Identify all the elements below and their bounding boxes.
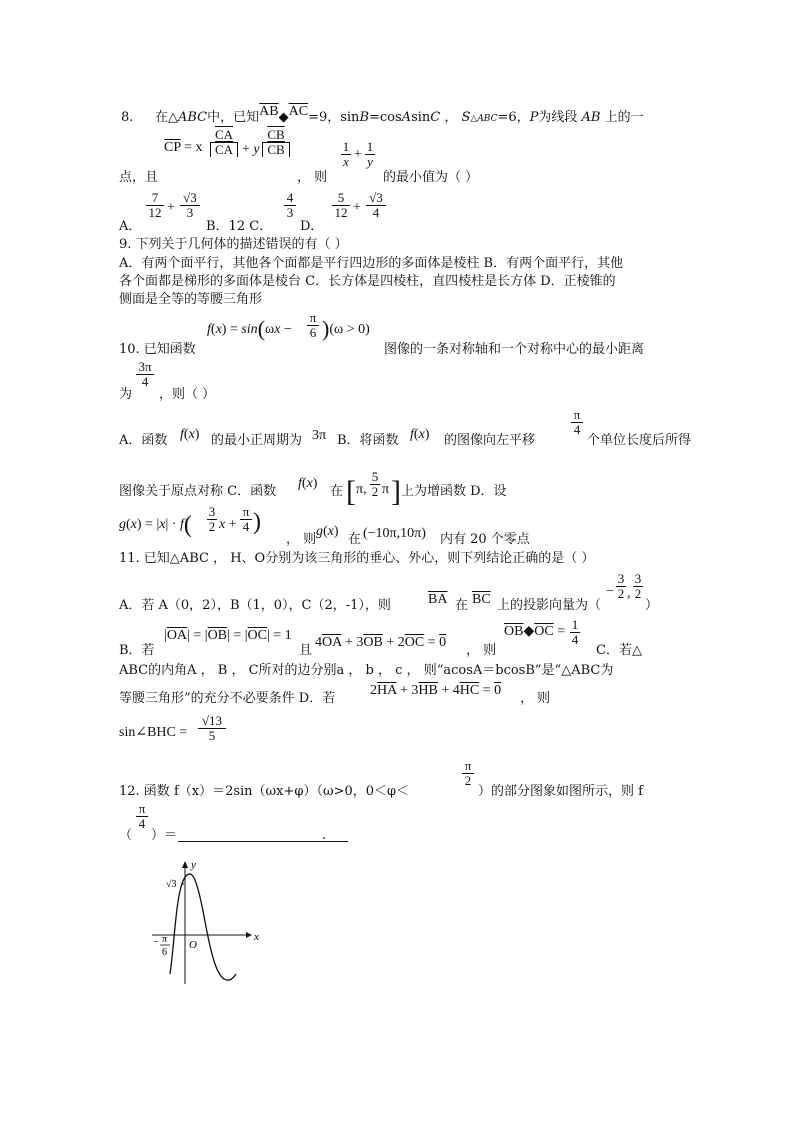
- q8-frac-1x: $\frac{1}{x}$: [342, 139, 350, 169]
- q11-a-4: ）: [645, 598, 659, 613]
- q11-dot: $\overline{OB}◆\overline{OC}$ =: [504, 624, 566, 639]
- q12-line1-a: 12. 函数 f（x）＝2sin（ωx+φ）（ω>0，0＜φ＜: [119, 784, 410, 799]
- q8-plus: +: [354, 147, 362, 162]
- q11-frac-3-2b: $\frac{3}{2}$: [634, 571, 642, 601]
- q8-frac-5-12: $\frac{5}{12}$: [332, 191, 350, 220]
- q10-a-3: B．将函数: [337, 433, 399, 448]
- x-tick-num: π: [162, 934, 168, 945]
- q11-sin: sin∠BHC =: [119, 725, 188, 740]
- q9-line3: 侧面是全等的等腰三角形: [119, 292, 263, 307]
- q10-b-3: 上为增函数 D．设: [401, 484, 507, 499]
- q11-comma: ,: [627, 586, 631, 601]
- q8-option-d-label: D．: [300, 219, 324, 234]
- q8-frac-r3-3: $\frac{√3}{3}$: [180, 191, 200, 220]
- y-axis-label: y: [191, 859, 196, 871]
- q11-b-2: 且: [299, 643, 313, 658]
- origin-label: O: [189, 939, 197, 951]
- q10-interval-pi: π,: [356, 482, 367, 497]
- q11-d-2: ， 则: [520, 691, 551, 706]
- q12-frac-pi-4: $\frac{\pi}{4}$: [136, 802, 148, 831]
- q10-a-4: 的图像向左平移: [444, 433, 536, 448]
- q10-a-2: 的最小正周期为: [211, 433, 303, 448]
- q10-frac-pi-6: $\frac{\pi}{6}$: [307, 311, 319, 340]
- q10-b-1: 图像关于原点对称 C．函数: [119, 484, 277, 499]
- q11-a-3: 上的投影向量为（: [497, 598, 602, 613]
- q8-line2-c: 的最小值为（ ）: [383, 170, 479, 185]
- q8-line1: 在△ABC中，已知$\overline{AB}◆\overline{AC}=9$，sinB=cosAsinC ， S△ABC=6，P为线段 AB 上的一: [155, 104, 644, 125]
- q12-frac-pi-2: $\frac{\pi}{2}$: [462, 759, 474, 788]
- q8-plus-y: + y: [242, 142, 260, 157]
- q10-frac-pi-4b: $\frac{\pi}{4}$: [240, 505, 252, 534]
- q11-frac-3-2a: $\frac{3}{2}$: [617, 571, 625, 601]
- q10-interval: (−10π,10π): [363, 526, 426, 541]
- q10-frac-5-2: $\frac{5}{2}$: [371, 469, 379, 499]
- q11-d-1: 等腰三角形”的充分不必要条件 D．若: [119, 691, 336, 706]
- q10-frac-pi-4: $\frac{\pi}{4}$: [571, 408, 583, 437]
- q9-line1: A．有两个面平行，其他各个面都是平行四边形的多面体是棱柱 B．有两个面平行，其他: [119, 256, 624, 271]
- q10-fx-3: f(x): [298, 476, 318, 491]
- q8-option-a-label: A．: [119, 219, 142, 234]
- q8-frac-7-12: $\frac{7}{12}$: [146, 191, 164, 220]
- q10-interval-open: [: [346, 475, 356, 508]
- sine-curve: [170, 874, 236, 980]
- q11-b-3: ， 则: [466, 643, 497, 658]
- q11-b-1: B．若: [119, 643, 155, 658]
- x-axis-label: x: [254, 931, 259, 943]
- q12-line2-a: （: [119, 828, 133, 843]
- x-axis-arrow: [246, 932, 252, 938]
- q10-func-tail: )(ω > 0): [322, 316, 370, 341]
- q10-line1-a: 10. 已知函数: [119, 342, 196, 357]
- q10-frac-3pi-4: $\frac{3\pi}{4}$: [136, 360, 154, 389]
- q11-vec-sum: $4\overline{OA} + 3\overline{OB} + 2\overline{OC} = 0$: [315, 635, 447, 650]
- q9-line2: 各个面都是梯形的多面体是棱台 C．长方体是四棱柱，直四棱柱是长方体 D．正棱锥的: [119, 274, 616, 289]
- q10-interval-pi2: π: [382, 482, 390, 497]
- y-tick-sqrt3: √3: [166, 879, 177, 890]
- q8-number: 8.: [121, 110, 134, 125]
- q8-frac-4-3: $\frac{4}{3}$: [284, 191, 296, 220]
- q10-func: f(x) = sin(ωx −: [207, 316, 292, 341]
- q11-b-4: C．若△: [596, 643, 642, 658]
- x-tick-minus: −: [153, 937, 159, 948]
- q11-abs-eq: $|\overline{OA}| = |\overline{OB}| = |\overline{OC}| = 1$: [164, 628, 292, 643]
- q11-a-2: 在: [455, 598, 469, 613]
- q8-frac-1y: $\frac{1}{y}$: [366, 139, 374, 169]
- q10-fx-1: f(x): [180, 427, 200, 442]
- q11-a-1: A．若 A（0，2），B（1，0），C（2，-1），则: [119, 598, 391, 613]
- q10-fx-2: f(x): [410, 427, 430, 442]
- q10-g-def: g(x) = |x| · f(: [119, 512, 192, 538]
- q10-frac-3-2: $\frac{3}{2}$: [208, 504, 216, 534]
- q10-line2-b: ，则（ ）: [159, 387, 216, 402]
- q8-frac-ca: $\frac{\overline{CA}}{CA}$: [210, 128, 238, 157]
- q10-a-5: 个单位长度后所得: [587, 433, 692, 448]
- q10-line2-a: 为: [119, 387, 133, 402]
- x-tick-den: 6: [162, 947, 167, 958]
- q11-frac-1-4: $\frac{1}{4}$: [571, 617, 579, 647]
- q10-3pi: 3π: [312, 428, 327, 443]
- q11-hvec: $2\overline{HA} + 3\overline{HB} + 4\overline{HC} = 0$: [370, 683, 502, 698]
- q10-b-2: 在: [330, 484, 344, 499]
- y-axis-arrow: [182, 861, 188, 868]
- q8-plus-a: +: [167, 200, 175, 215]
- q11-vec-ba: $\overline{BA}$: [428, 592, 448, 607]
- q10-interval-close: ]: [391, 475, 401, 508]
- q11-frac-r13-5: $\frac{√13}{5}$: [198, 714, 226, 743]
- q12-line1-b: ）的部分图象如图所示，则 f: [478, 784, 643, 799]
- q8-option-bc: B．12 C．: [206, 219, 273, 234]
- q8-cp-formula: $\overline{CP} = x$: [164, 140, 203, 155]
- q10-c-2: 在: [348, 532, 362, 547]
- q10-line1-b: 图像的一条对称轴和一个对称中心的最小距离: [384, 342, 645, 357]
- q8-plus-d: +: [353, 200, 361, 215]
- q10-g-close: ): [253, 509, 261, 535]
- q8-line2-b: ， 则: [297, 170, 328, 185]
- q11-title: 11. 已知△ABC ， H、O分别为该三角形的垂心、外心，则下列结论正确的是（ ）: [119, 551, 595, 566]
- q11-neg: −: [606, 584, 614, 599]
- q8-frac-r3-4: $\frac{√3}{4}$: [366, 191, 386, 220]
- q10-c-1: ， 则: [286, 532, 317, 547]
- q12-line2-c: .: [322, 828, 327, 843]
- q12-line2-b: ）＝: [151, 828, 178, 843]
- q8-frac-cb: $\frac{\overline{CB}}{CB}$: [262, 128, 290, 157]
- sine-graph: [148, 856, 268, 986]
- q10-g-mid: x +: [219, 517, 237, 532]
- q8-line2-a: 点，且: [119, 170, 159, 185]
- q10-gx: g(x): [316, 524, 339, 539]
- q10-a-1: A．函数: [119, 433, 168, 448]
- q9-title: 9. 下列关于几何体的描述错误的有（ ）: [119, 237, 348, 252]
- q10-c-3: 内有 20 个零点: [440, 532, 530, 547]
- q11-vec-bc: $\overline{BC}$: [472, 592, 491, 607]
- q11-c: ABC的内角A ， B ， C所对的边分别a ， b ， c ， 则“acosA＝bcosB”是“△ABC为: [119, 663, 614, 678]
